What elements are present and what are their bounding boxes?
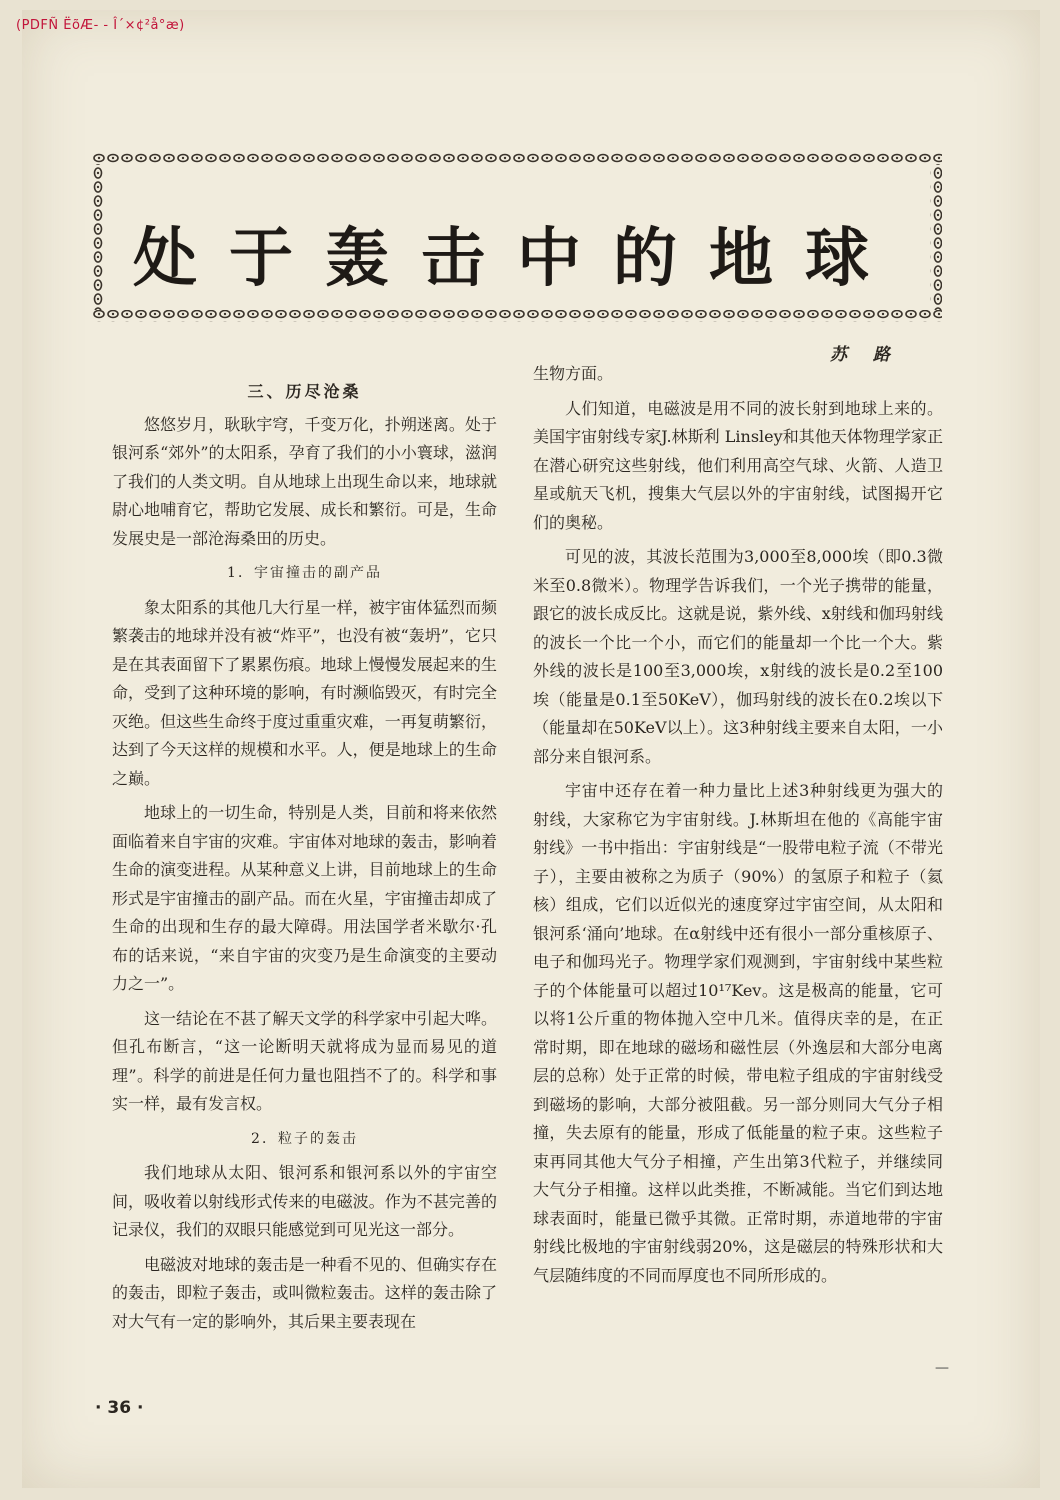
page-number: · 36 · xyxy=(95,1398,144,1418)
subheading: 2．粒子的轰击 xyxy=(251,1130,358,1147)
paragraph-continuation: 生物方面。 xyxy=(533,364,614,383)
end-mark: — xyxy=(935,1360,949,1376)
paragraph: 地球上的一切生命，特别是人类，目前和将来依然面临着来自宇宙的灾难。宇宙体对地球的轰击，影响着生命的演变进程。从某种意义上讲，目前地球上的生命形式是宇宙撞击的副产品。而在火星，宇宙撞击却成了生命的出现和生存的最大障碍。用法国学者米歇尔·孔布的话来说，“来自宇宙的灾变乃是生命演变的主要动力之一”。 xyxy=(112,803,497,993)
title-frame xyxy=(92,152,942,322)
watermark-text: (PDFÑ ËõÆ- - Î´×¢²å°æ) xyxy=(16,18,185,33)
paragraph: 这一结论在不甚了解天文学的科学家中引起大哗。但孔布断言，“这一论断明天就将成为显而易见的道理”。科学的前进是任何力量也阻挡不了的。科学和事实一样，最有发言权。 xyxy=(112,1008,497,1113)
paragraph: 人们知道，电磁波是用不同的波长射到地球上来的。美国宇宙射线专家J.林斯利 Linsley和其他天体物理学家正在潜心研究这些射线，他们利用高空气球、火箭、人造卫星或航天飞机，搜集大气层以外的宇宙射线，试图揭开它们的奥秘。 xyxy=(533,398,943,532)
paragraph: 电磁波对地球的轰击是一种看不见的、但确实存在的轰击，即粒子轰击，或叫微粒轰击。这样的轰击除了对大气有一定的影响外，其后果主要表现在 xyxy=(112,1254,497,1331)
subheading: 1．宇宙撞击的副产品 xyxy=(227,565,382,581)
left-column xyxy=(112,378,497,1342)
paragraph: 象太阳系的其他几大行星一样，被宇宙体猛烈而频繁袭击的地球并没有被“炸平”，也没有被“轰坍”，它只是在其表面留下了累累伤痕。地球上慢慢发展起来的生命，受到了这种环境的影响，有时濒临毁灭，有时完全灭绝。但这些生命终于度过重重灾难，一再复萌繁衍，达到了今天这样的规模和水平。人，便是地球上的生命之巅。 xyxy=(112,597,497,788)
paragraph: 可见的波，其波长范围为3,000至8,000埃（即0.3微米至0.8微米）。物理学告诉我们，一个光子携带的能量，跟它的波长成反比。这就是说，紫外线、x射线和伽玛射线的波长一个比一个小，而它们的能量却一个比一个大。紫外线的波长是100至3,000埃，x射线的波长是0.2至100埃（能量是0.1至50KeV），伽玛射线的波长在0.2埃以下（能量却在50KeV以上）。这3种射线主要来自太阳，一小部分来自银河系。 xyxy=(533,547,943,766)
section-heading: 三、历尽沧桑 xyxy=(247,382,362,401)
paragraph: 我们地球从太阳、银河系和银河系以外的宇宙空间，吸收着以射线形式传来的电磁波。作为不甚完善的记录仪，我们的双眼只能感觉到可见光这一部分。 xyxy=(112,1163,497,1239)
paragraph: 悠悠岁月，耿耿宇穹，千变万化，扑朔迷离。处于银河系“郊外”的太阳系，孕育了我们的小小寰球，滋润了我们的人类文明。自从地球上出现生命以来，地球就尉心地哺育它，帮助它发展、成长和繁衍。可是，生命发展史是一部沧海桑田的历史。 xyxy=(112,414,497,548)
author-name: 苏 路 xyxy=(830,345,900,365)
paragraph: 宇宙中还存在着一种力量比上述3种射线更为强大的射线，大家称它为宇宙射线。J.林斯坦在他的《高能宇宙射线》一书中指出：宇宙射线是“一股带电粒子流（不带光子），主要由被称之为质子（90%）的氢原子和粒子（氦核）组成，它们以近似光的速度穿过宇宙空间，从太阳和银河系‘涌向’地球。在α射线中还有很小一部分重核原子、电子和伽玛光子。物理学家们观测到，宇宙射线中某些粒子的个体能量可以超过10¹⁷Kev。这是极高的能量，它可以将1公斤重的物体抛入空中几米。值得庆幸的是，在正常时期，即在地球的磁场和磁性层（外逸层和大部分电离层的总称）处于正常的时候，带电粒子组成的宇宙射线受到磁场的影响，大部分被阻截。另一部分则同大气分子相撞，失去原有的能量，形成了低能量的粒子束。这些粒子束再同其他大气分子相撞，产生出第3代粒子，并继续同大气分子相撞。这样以此类推，不断减能。当它们到达地球表面时，能量已微乎其微。正常时期，赤道地带的宇宙射线比极地的宇宙射线弱20%，这是磁层的特殊形状和大气层随纬度的不同而厚度也不同所形成的。 xyxy=(533,781,943,1285)
right-column xyxy=(533,360,943,1296)
article-title: 处于轰击中的地球 xyxy=(133,221,901,296)
